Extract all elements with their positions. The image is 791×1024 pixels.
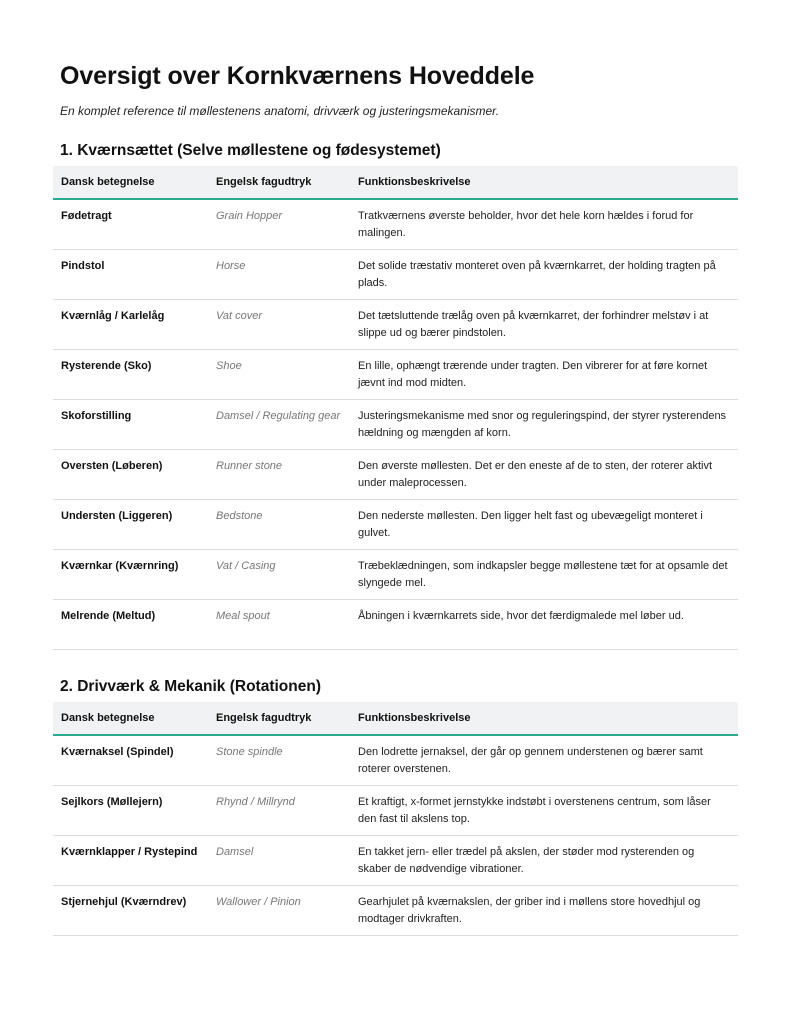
table-body xyxy=(53,735,738,936)
column-header-dansk: Dansk betegnelse xyxy=(53,166,208,199)
cell-funktionsbeskrivelse: Justeringsmekanisme med snor og reguleringspind, der styrer rysterendens hældning og mængden af korn. xyxy=(350,400,738,450)
cell-funktionsbeskrivelse: Den lodrette jernaksel, der går op gennem understenen og bærer samt roterer overstenen. xyxy=(350,735,738,786)
cell-dansk-betegnelse: Kværnklapper / Rystepind xyxy=(53,836,208,886)
cell-dansk-betegnelse: Kværnkar (Kværnring) xyxy=(53,550,208,600)
cell-engelsk-fagudtryk: Vat / Casing xyxy=(208,550,350,600)
cell-funktionsbeskrivelse: En takket jern- eller trædel på akslen, der støder mod rysterenden og skaber de nødvendige vibrationer. xyxy=(350,836,738,886)
cell-engelsk-fagudtryk: Runner stone xyxy=(208,450,350,500)
table-body xyxy=(53,199,738,650)
cell-funktionsbeskrivelse: Den øverste møllesten. Det er den eneste af de to sten, der roterer aktivt under maleprocessen. xyxy=(350,450,738,500)
cell-dansk-betegnelse: Oversten (Løberen) xyxy=(53,450,208,500)
table-row xyxy=(53,886,738,936)
column-header-funktion: Funktionsbeskrivelse xyxy=(350,166,738,199)
cell-dansk-betegnelse: Kværnlåg / Karlelåg xyxy=(53,300,208,350)
cell-dansk-betegnelse: Stjernehjul (Kværndrev) xyxy=(53,886,208,936)
section-heading-kvaernsaettet: 1. Kværnsættet (Selve møllestene og fødesystemet) xyxy=(60,142,441,159)
cell-funktionsbeskrivelse: En lille, ophængt trærende under tragten. Den vibrerer for at føre kornet jævnt ind mod midten. xyxy=(350,350,738,400)
cell-engelsk-fagudtryk: Vat cover xyxy=(208,300,350,350)
cell-engelsk-fagudtryk: Horse xyxy=(208,250,350,300)
cell-dansk-betegnelse: Kværnaksel (Spindel) xyxy=(53,735,208,786)
cell-dansk-betegnelse: Sejlkors (Møllejern) xyxy=(53,786,208,836)
cell-engelsk-fagudtryk: Shoe xyxy=(208,350,350,400)
cell-funktionsbeskrivelse: Træbeklædningen, som indkapsler begge møllestene tæt for at opsamle det slyngede mel. xyxy=(350,550,738,600)
cell-engelsk-fagudtryk: Stone spindle xyxy=(208,735,350,786)
table-row xyxy=(53,350,738,400)
table-header-row xyxy=(53,702,738,735)
cell-dansk-betegnelse: Pindstol xyxy=(53,250,208,300)
table-row xyxy=(53,450,738,500)
document-subtitle: En komplet reference til møllestenens anatomi, drivværk og justeringsmekanismer. xyxy=(60,104,500,118)
table-row xyxy=(53,250,738,300)
table-row xyxy=(53,735,738,786)
column-header-funktion: Funktionsbeskrivelse xyxy=(350,702,738,735)
table-row xyxy=(53,836,738,886)
cell-engelsk-fagudtryk: Grain Hopper xyxy=(208,199,350,250)
table-row xyxy=(53,199,738,250)
cell-funktionsbeskrivelse: Åbningen i kværnkarrets side, hvor det færdigmalede mel løber ud. xyxy=(350,600,738,650)
column-header-engelsk: Engelsk fagudtryk xyxy=(208,702,350,735)
cell-funktionsbeskrivelse: Tratkværnens øverste beholder, hvor det hele korn hældes i forud for malingen. xyxy=(350,199,738,250)
table-row xyxy=(53,786,738,836)
cell-engelsk-fagudtryk: Wallower / Pinion xyxy=(208,886,350,936)
cell-engelsk-fagudtryk: Damsel / Regulating gear xyxy=(208,400,350,450)
cell-dansk-betegnelse: Understen (Liggeren) xyxy=(53,500,208,550)
section-heading-drivvaerk: 2. Drivværk & Mekanik (Rotationen) xyxy=(60,678,321,695)
table-row xyxy=(53,500,738,550)
cell-dansk-betegnelse: Skoforstilling xyxy=(53,400,208,450)
cell-engelsk-fagudtryk: Rhynd / Millrynd xyxy=(208,786,350,836)
table-row xyxy=(53,600,738,650)
cell-engelsk-fagudtryk: Meal spout xyxy=(208,600,350,650)
table-row xyxy=(53,400,738,450)
cell-funktionsbeskrivelse: Gearhjulet på kværnakslen, der griber ind i møllens store hovedhjul og modtager drivkraften. xyxy=(350,886,738,936)
table-row xyxy=(53,300,738,350)
document-title: Oversigt over Kornkværnens Hoveddele xyxy=(60,62,535,90)
cell-engelsk-fagudtryk: Bedstone xyxy=(208,500,350,550)
table-header-row xyxy=(53,166,738,199)
cell-dansk-betegnelse: Melrende (Meltud) xyxy=(53,600,208,650)
cell-funktionsbeskrivelse: Det tætsluttende trælåg oven på kværnkarret, der forhindrer melstøv i at slippe ud og bærer pindstolen. xyxy=(350,300,738,350)
cell-dansk-betegnelse: Fødetragt xyxy=(53,199,208,250)
parts-table-drivvaerk xyxy=(53,702,738,936)
table-row xyxy=(53,550,738,600)
cell-dansk-betegnelse: Rysterende (Sko) xyxy=(53,350,208,400)
column-header-dansk: Dansk betegnelse xyxy=(53,702,208,735)
cell-funktionsbeskrivelse: Den nederste møllesten. Den ligger helt fast og ubevægeligt monteret i gulvet. xyxy=(350,500,738,550)
cell-engelsk-fagudtryk: Damsel xyxy=(208,836,350,886)
cell-funktionsbeskrivelse: Et kraftigt, x-formet jernstykke indstøbt i overstenens centrum, som låser den fast til akslens top. xyxy=(350,786,738,836)
cell-funktionsbeskrivelse: Det solide træstativ monteret oven på kværnkarret, der holding tragten på plads. xyxy=(350,250,738,300)
column-header-engelsk: Engelsk fagudtryk xyxy=(208,166,350,199)
parts-table-kvaernsaettet xyxy=(53,166,738,650)
